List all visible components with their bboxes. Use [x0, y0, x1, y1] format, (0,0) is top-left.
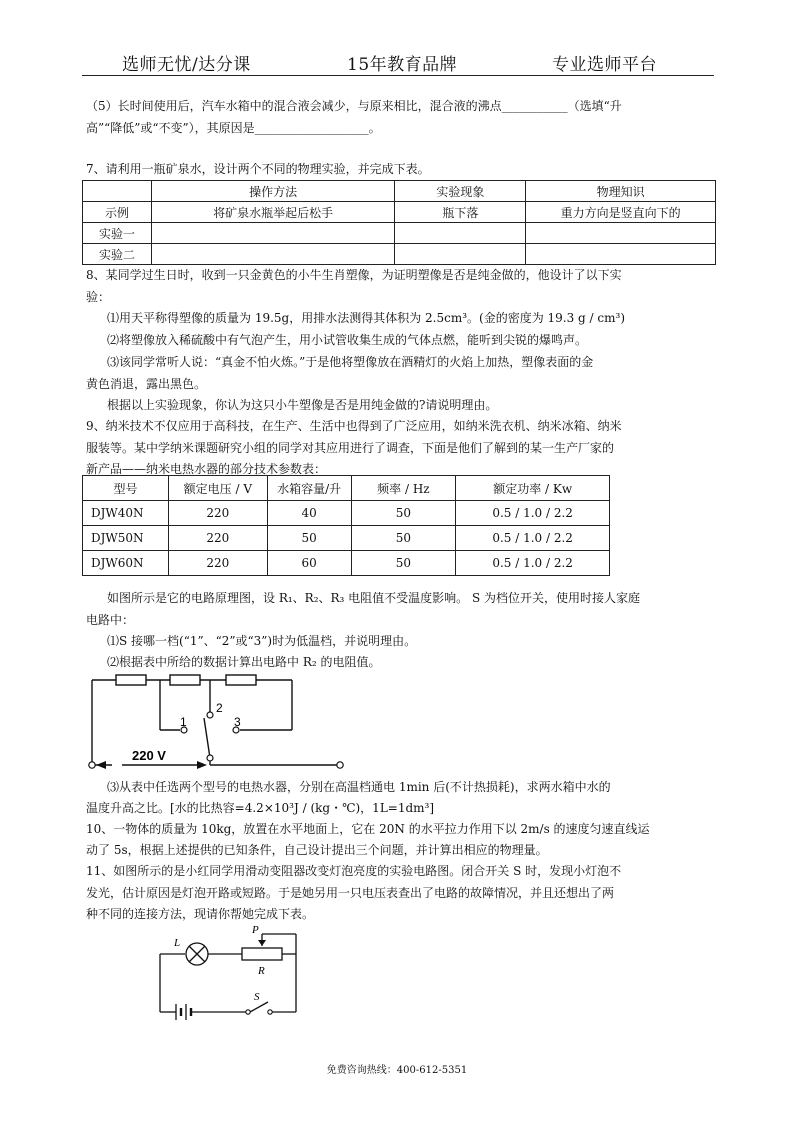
q9-line3: 新产品——纳米电热水器的部分技术参数表： [86, 462, 327, 476]
contact-label-3: 3 [234, 715, 241, 729]
q9-cell: 0.5 / 1.0 / 2.2 [456, 551, 610, 576]
q9-cell: 220 [168, 551, 267, 576]
q7-cell [526, 223, 716, 244]
resistor-r2 [170, 675, 200, 685]
q7-cell: 实验一 [83, 223, 152, 244]
page-header [82, 46, 714, 76]
q7-cell: 示例 [83, 202, 152, 223]
q8-question: 根据以上实验现象，你认为这只小牛塑像是否是用纯金做的?请说明理由。 [107, 398, 498, 412]
rheostat-label: R [258, 965, 265, 977]
rheostat-symbol [242, 948, 282, 960]
q8-line1: 8、某同学过生日时，收到一只金黄色的小牛生肖塑像，为证明塑像是否是纯金做的，他设计了以下实 [86, 268, 622, 282]
q9-cell: 40 [267, 501, 351, 526]
q9-cell: 0.5 / 1.0 / 2.2 [456, 526, 610, 551]
q7-cell [151, 244, 395, 265]
q9-cell: 0.5 / 1.0 / 2.2 [456, 501, 610, 526]
q9-ask3a: ⑶从表中任选两个型号的电热水器，分别在高温档通电 1min 后(不计热损耗)，求两水箱中水的 [107, 780, 611, 794]
q10-line1: 10、一物体的质量为 10kg，放置在水平地面上，它在 20N 的水平拉力作用下以 2m/s 的速度匀速直线运 [86, 822, 650, 836]
footer-hotline: 免费咨询热线：400-612-5351 [326, 1065, 468, 1076]
q9-cell: 50 [351, 501, 456, 526]
q11-line3: 种不同的连接方法，现请你帮她完成下表。 [86, 907, 315, 921]
q7-title: 7、请利用一瓶矿泉水，设计两个不同的物理实验，并完成下表。 [86, 162, 430, 176]
q10-line2: 动了 5s，根据上述提供的已知条件，自己设计提出三个问题，并计算出相应的物理量。 [86, 843, 548, 857]
q7-header-cell [83, 181, 152, 202]
q9-cell: 50 [351, 526, 456, 551]
q9-table-header [83, 476, 610, 501]
table-row [83, 202, 716, 223]
contact-label-1: 1 [180, 715, 187, 729]
q11-line1: 11、如图所示的是小红同学用滑动变阻器改变灯泡亮度的实验电路图。闭合开关 S 时，发现小灯泡不 [86, 864, 622, 878]
q9-cell: DJW50N [83, 526, 169, 551]
q9-intro2: 电路中： [86, 613, 135, 627]
q8-line2: 验： [86, 290, 111, 304]
table-row [83, 526, 610, 551]
header-brand: 选师无忧/达分课 [122, 55, 251, 75]
q7-cell [151, 223, 395, 244]
slider-label: P [252, 924, 259, 936]
q7-cell [395, 223, 526, 244]
q9-cell: 220 [168, 501, 267, 526]
q7-header-cell: 实验现象 [395, 181, 526, 202]
q8-step1: ⑴用天平称得塑像的质量为 19.5g，用排水法测得其体积为 2.5cm³。(金的密度为 19.3 g / cm³) [107, 311, 626, 325]
q11-line2: 发光，估计原因是灯泡开路或短路。于是她另用一只电压表查出了电路的故障情况，并且还想出了两 [86, 886, 615, 900]
lamp-label: L [174, 937, 181, 949]
q9-header-cell: 额定电压 / V [168, 476, 267, 501]
q9-cell: DJW60N [83, 551, 169, 576]
q9-line2: 服装等。某中学纳米课题研究小组的同学对其应用进行了调查，下面是他们了解到的某一生产厂家的 [86, 441, 615, 455]
q9-ask3b: 温度升高之比。[水的比热容=4.2×10³J / (kg・℃)，1L=1dm³] [86, 801, 435, 815]
q9-header-cell: 频率 / Hz [351, 476, 456, 501]
switch-label: S [254, 991, 260, 1003]
table-row [83, 551, 610, 576]
contact-label-2: 2 [216, 701, 223, 715]
header-platform: 专业选师平台 [552, 55, 657, 75]
q7-header-cell: 物理知识 [526, 181, 716, 202]
q9-cell: DJW40N [83, 501, 169, 526]
q9-line1: 9、纳米技术不仅应用于高科技，在生产、生活中也得到了广泛应用，如纳米洗衣机、纳米冰箱、纳米 [86, 419, 622, 433]
q9-ask2: ⑵根据表中所给的数据计算出电路中 R₂ 的电阻值。 [107, 655, 381, 669]
q5-line2: 高”“降低”或“不变”），其原因是___________________。 [86, 121, 381, 135]
q9-cell: 60 [267, 551, 351, 576]
header-divider [82, 75, 714, 76]
q9-cell: 50 [351, 551, 456, 576]
q9-intro1: 如图所示是它的电路原理图，设 R₁、R₂、R₃ 电阻值不受温度影响。 S 为档位开关，使用时接人家庭 [107, 591, 641, 605]
q9-cell: 220 [168, 526, 267, 551]
q9-cell: 50 [267, 526, 351, 551]
q7-cell [526, 244, 716, 265]
q7-cell: 重力方向是竖直向下的 [526, 202, 716, 223]
table-row [83, 501, 610, 526]
resistor-r3 [226, 675, 256, 685]
q7-cell: 将矿泉水瓶举起后松手 [151, 202, 395, 223]
table-row [83, 244, 716, 265]
q9-ask1: ⑴S 接哪一档(“1”、“2”或“3”)时为低温档，并说明理由。 [107, 634, 417, 648]
q9-header-cell: 水箱容量/升 [267, 476, 351, 501]
q7-cell: 瓶下落 [395, 202, 526, 223]
q9-header-cell: 型号 [83, 476, 169, 501]
resistor-r1 [116, 675, 146, 685]
header-slogan: 15年教育品牌 [347, 55, 458, 75]
q9-circuit-diagram [82, 670, 352, 776]
q9-spec-table [82, 475, 610, 576]
q5-line1: （5）长时间使用后，汽车水箱中的混合液会减少，与原来相比，混合液的沸点___________（选填“升 [86, 99, 622, 113]
q7-table-header [83, 181, 716, 202]
q8-step3a: ⑶该同学常听人说：“真金不怕火炼。”于是他将塑像放在酒精灯的火焰上加热，塑像表面的金 [107, 355, 594, 369]
q9-header-cell: 额定功率 / Kw [456, 476, 610, 501]
table-row [83, 223, 716, 244]
q11-circuit-diagram [150, 924, 310, 1024]
q7-header-cell: 操作方法 [151, 181, 395, 202]
voltage-label: 220 V [132, 748, 166, 763]
q7-cell: 实验二 [83, 244, 152, 265]
q7-cell [395, 244, 526, 265]
q8-step3b: 黄色消退，露出黑色。 [86, 377, 207, 391]
q7-table [82, 180, 716, 265]
q8-step2: ⑵将塑像放入稀硫酸中有气泡产生，用小试管收集生成的气体点燃，能听到尖锐的爆鸣声。 [107, 333, 588, 347]
